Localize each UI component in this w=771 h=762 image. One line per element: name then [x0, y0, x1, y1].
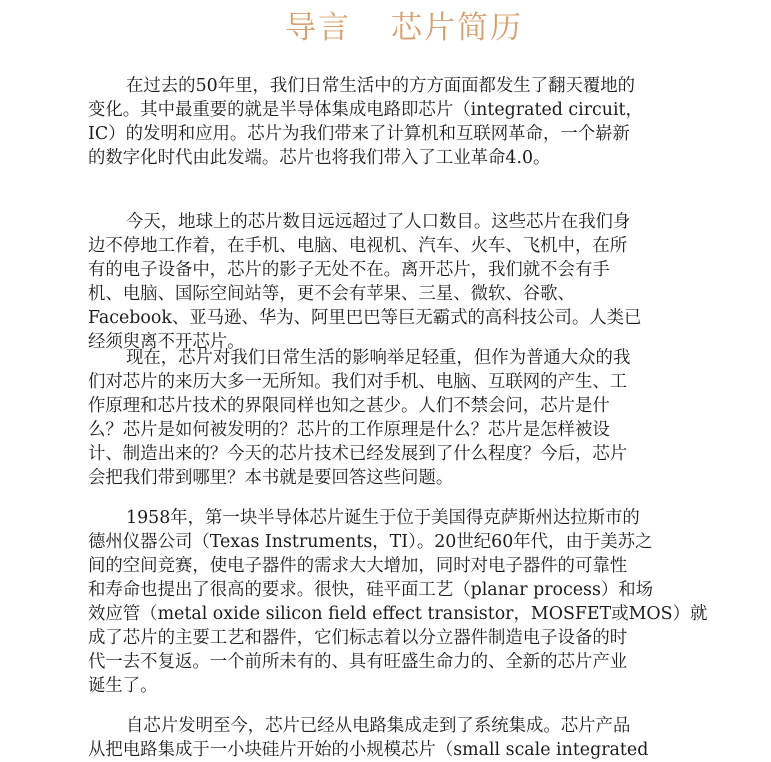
- paragraph-line: 计、制造出来的？今天的芯片技术已经发展到了什么程度？今后，芯片: [88, 444, 628, 464]
- paragraph-line: 作原理和芯片技术的界限同样也知之甚少。人们不禁会问，芯片是什: [88, 396, 610, 416]
- paragraph-2: [88, 210, 641, 354]
- paragraph-line: 的数字化时代由此发端。芯片也将我们带入了工业革命4.0。: [88, 148, 551, 168]
- paragraph-3: [88, 346, 630, 490]
- paragraph-line: 成了芯片的主要工艺和器件，它们标志着以分立器件制造电子设备的时: [88, 628, 628, 648]
- paragraph-line: 德州仪器公司（Texas Instruments，TI）。20世纪60年代，由于美苏之: [88, 532, 653, 552]
- paragraph-line: 有的电子设备中，芯片的影子无处不在。离开芯片，我们就不会有手: [88, 260, 610, 280]
- paragraph-line: 经须臾离不开芯片。: [88, 332, 245, 352]
- paragraph-1: [88, 74, 643, 170]
- paragraph-line: 今天，地球上的芯片数目远远超过了人口数目。这些芯片在我们身: [126, 212, 631, 232]
- paragraph-line: 么？芯片是如何被发明的？芯片的工作原理是什么？芯片是怎样被设: [88, 420, 610, 440]
- paragraph-line: 效应管（metal oxide silicon field effect transistor，MOSFET或MOS）就: [88, 604, 708, 624]
- title-right: 芯片简历: [391, 10, 523, 46]
- paragraph-line: 诞生了。: [88, 676, 158, 696]
- document-page: [88, 0, 720, 760]
- paragraph-line: IC）的发明和应用。芯片为我们带来了计算机和互联网革命，一个崭新: [88, 124, 630, 144]
- paragraph-line: 会把我们带到哪里？本书就是要回答这些问题。: [88, 468, 454, 488]
- paragraph-line: 机、电脑、国际空间站等，更不会有苹果、三星、微软、谷歌、: [88, 284, 575, 304]
- paragraph-line: 自芯片发明至今，芯片已经从电路集成走到了系统集成。芯片产品: [126, 716, 631, 736]
- paragraph-line: 间的空间竞赛，使电子器件的需求大大增加，同时对电子器件的可靠性: [88, 556, 628, 576]
- paragraph-line: 1958年，第一块半导体芯片诞生于位于美国得克萨斯州达拉斯市的: [126, 508, 640, 528]
- paragraph-4: [88, 506, 707, 698]
- title-left: 导言: [285, 10, 351, 46]
- paragraph-line: Facebook、亚马逊、华为、阿里巴巴等巨无霸式的高科技公司。人类已: [88, 308, 642, 328]
- paragraph-line: 变化。其中最重要的就是半导体集成电路即芯片（integrated circuit，: [88, 100, 643, 120]
- paragraph-line: 和寿命也提出了很高的要求。很快，硅平面工艺（planar process）和场: [88, 580, 654, 600]
- paragraph-line: 边不停地工作着，在手机、电脑、电视机、汽车、火车、飞机中，在所: [88, 236, 628, 256]
- paragraph-5: [88, 714, 648, 762]
- paragraph-line: 代一去不复返。一个前所未有的、具有旺盛生命力的、全新的芯片产业: [88, 652, 628, 672]
- paragraph-line: 在过去的50年里，我们日常生活中的方方面面都发生了翻天覆地的: [126, 76, 636, 96]
- paragraph-line: 们对芯片的来历大多一无所知。我们对手机、电脑、互联网的产生、工: [88, 372, 628, 392]
- paragraph-line: 现在，芯片对我们日常生活的影响举足轻重，但作为普通大众的我: [126, 348, 631, 368]
- page-title: [88, 8, 720, 56]
- paragraph-line: 从把电路集成于一小块硅片开始的小规模芯片（small scale integrated: [88, 740, 649, 760]
